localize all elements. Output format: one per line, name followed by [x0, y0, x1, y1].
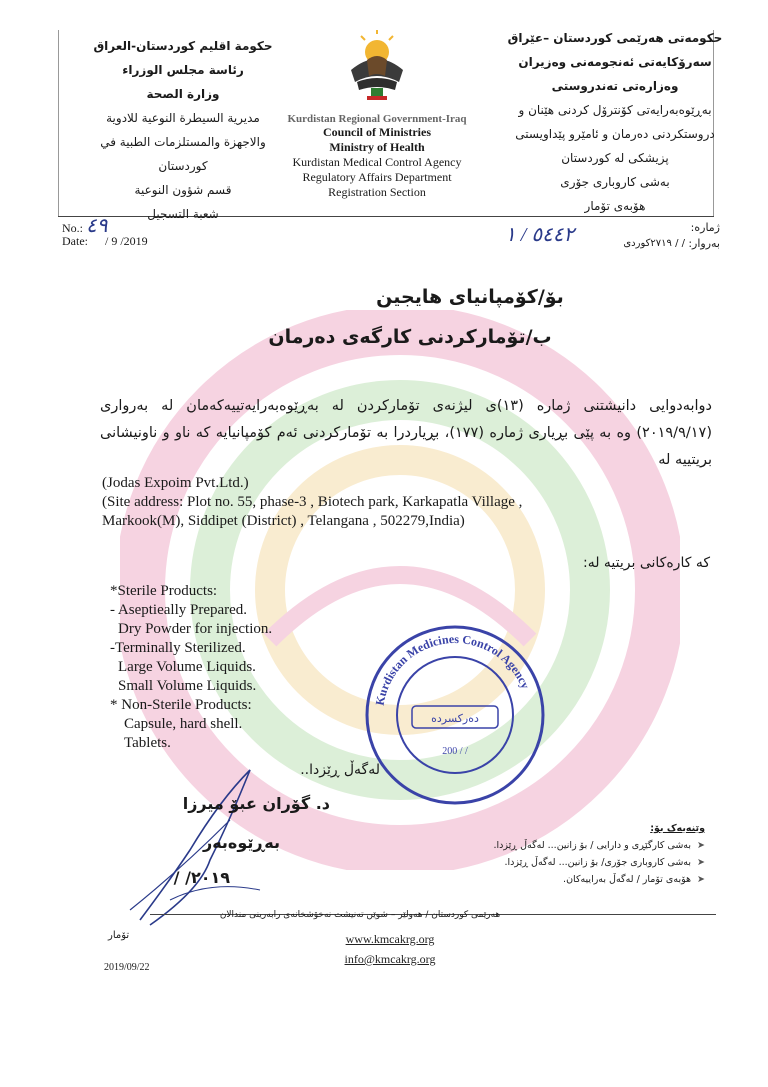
no-label: No.:	[62, 221, 83, 235]
list-item: Capsule, hard shell.	[124, 716, 243, 732]
zhmara-label: ژمارە:	[690, 221, 720, 234]
signature-date: ٢٠١٩/ /	[173, 868, 230, 887]
header-ar-line: شعبة التسجيل	[147, 207, 219, 221]
stamp-center-label: دەرکسردە	[431, 712, 479, 725]
header-ku-line: بەڕێوەبەرایەتی کۆنترۆل کردنی هێنان و	[518, 103, 712, 117]
krg-eagle-logo-icon	[345, 30, 409, 102]
header-english-block	[262, 30, 492, 200]
arrow-right-icon: ➤	[697, 857, 705, 868]
arrow-right-icon: ➤	[697, 840, 705, 851]
header-en-agency: Kurdistan Medical Control Agency	[292, 155, 462, 169]
header-kurdish-block	[490, 26, 740, 218]
header-ar-line: وزارة الصحة	[146, 87, 220, 101]
official-stamp	[360, 620, 550, 810]
list-item: *Sterile Products:	[110, 583, 218, 599]
list-item: ➤بەشی کارگێڕی و دارایی / بۆ زانین... لەگەڵ ڕێزدا.	[493, 840, 705, 851]
header-en-government: Kurdistan Regional Government-Iraq	[287, 113, 467, 125]
company-name: (Jodas Expoim Pvt.Ltd.)	[102, 475, 249, 491]
signatory-name: د. گۆران عبۆ میرزا	[182, 794, 330, 813]
list-item: Tablets.	[124, 735, 171, 751]
header-ku-line: وەزارەتی تەندروستی	[551, 79, 679, 93]
address-line-1: (Site address: Plot no. 55, phase-3 , Biotech park, Karkapatla Village ,	[102, 494, 523, 510]
header-ar-line: رئاسة مجلس الوزراء	[122, 63, 244, 77]
arrow-right-icon: ➤	[697, 874, 705, 885]
subject-title: ب/تۆمارکردنی کارگەی دەرمان	[268, 326, 552, 348]
footer-registry-label: تۆمار	[108, 930, 130, 941]
header-border-left	[58, 30, 59, 216]
stamp-date: 200 / /	[442, 746, 468, 757]
date-value: / 9 /2019	[105, 234, 148, 248]
zhmara-value: ٥٤٤٢ / ١	[505, 224, 575, 246]
header-ar-line: مديرية السيطرة النوعية للادوية	[106, 111, 260, 125]
list-item: -Terminally Sterilized.	[110, 640, 246, 656]
header-ku-line: پزیشکی لە کوردستان	[561, 151, 669, 165]
cc-title: وێنەیەک بۆ:	[650, 823, 705, 834]
product-list	[110, 582, 272, 753]
header-ar-line: والاجهزة والمستلزمات الطبية في	[100, 135, 266, 149]
list-item: ➤هۆبەی تۆمار / لەگەڵ بەراییەکان.	[563, 874, 705, 885]
footer-print-date: 2019/09/22	[104, 962, 150, 973]
footer-contacts	[330, 929, 450, 969]
header-ar-line: قسم شؤون النوعية	[134, 183, 232, 197]
header-ku-line: دروستکردنی دەرمان و ئامێرو پێداویستی	[515, 127, 715, 141]
header-ku-line: سەرۆکایەتی ئەنجومەنی وەزیران	[518, 55, 712, 69]
header-ku-line: هۆبەی تۆمار	[584, 199, 646, 213]
header-ku-line: بەشی کاروباری جۆری	[560, 175, 670, 189]
handwritten-ref-number	[505, 222, 574, 247]
header-en-ministry: Ministry of Health	[329, 140, 425, 154]
website-link[interactable]: www.kmcakrg.org	[345, 932, 435, 946]
subject-recipient: بۆ/کۆمپانیای هایجین	[376, 286, 564, 308]
list-item: Dry Powder for injection.	[118, 621, 273, 637]
list-item: Small Volume Liquids.	[118, 678, 257, 694]
list-item: - Aseptieally Prepared.	[110, 602, 248, 618]
barwar-label: بەروار:	[688, 237, 720, 250]
body-paragraph: دوابەدوایی دانیشتنی ژمارە (١٣)ی لیژنەی تۆمارکردن لە بەڕێوەبەرایەتییەکەمان لە بەرواری (٢٠١٩/٩/١٧) وە بە پێی بڕیاری ژمارە (١٧٧)، بڕیاردرا بە تۆمارکردنی ئەم کۆمپانیایە کە ناو و ناونیشانی بریتییە لە	[100, 398, 712, 468]
signatory-title: بەڕێوەبەر	[202, 833, 280, 852]
header-en-department: Regulatory Affairs Department	[302, 170, 452, 184]
works-intro: کە کارەکانی بریتیە لە:	[582, 555, 710, 571]
header-ar-line: كوردستان	[158, 159, 208, 173]
reference-meta-en	[62, 215, 148, 248]
header-ku-line: حکومەتی هەرێمی کوردستان –عێراق	[507, 31, 723, 45]
cc-list	[480, 820, 705, 888]
footer-address: هەرێمی کوردستان / هەولێر – شوێن تەنیشت نەخۆشخانەی رابەرینی مندالان	[219, 910, 501, 920]
list-item: * Non-Sterile Products:	[110, 697, 252, 713]
header-en-council: Council of Ministries	[323, 125, 431, 139]
company-address-block	[102, 474, 702, 531]
list-item: ➤بەشی کاروباری جۆری/ بۆ زانین... لەگەڵ ڕێزدا.	[504, 857, 705, 868]
date-label: Date:	[62, 234, 88, 248]
barwar-value: / / ٢٧١٩كوردی	[623, 238, 685, 249]
closing-regards: لەگەڵ ڕێزدا..	[300, 762, 380, 778]
header-arabic-block	[88, 34, 278, 226]
email-link[interactable]: info@kmcakrg.org	[344, 952, 436, 966]
list-item: Large Volume Liquids.	[118, 659, 256, 675]
header-en-section: Registration Section	[328, 185, 426, 199]
no-value: ٤٩	[86, 215, 108, 237]
stamp-ring-text: Kurdistan Medicines Control Agency	[372, 631, 533, 707]
address-line-2: Markook(M), Siddipet (District) , Telangana , 502279,India)	[102, 513, 465, 529]
header-ar-line: حكومة اقليم كوردستان-العراق	[93, 39, 273, 53]
